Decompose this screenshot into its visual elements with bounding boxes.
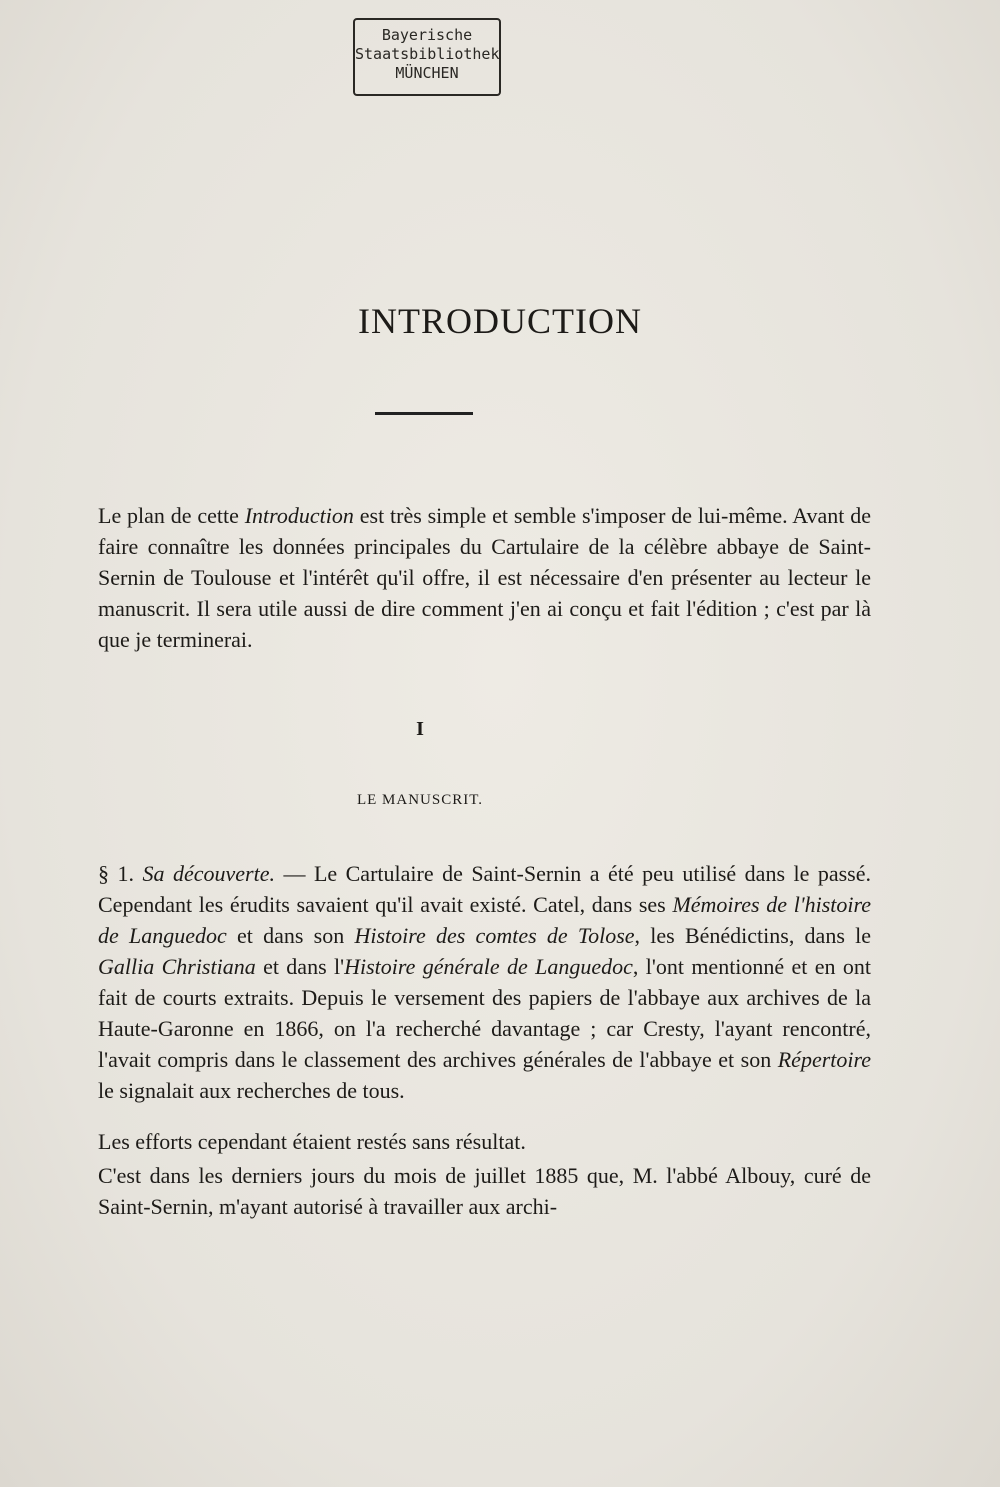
discovery-paragraph: [98, 858, 871, 1106]
p2-italic-1: Sa découverte.: [142, 861, 275, 886]
p2-text-3: et dans son: [226, 923, 355, 948]
efforts-paragraph: Les efforts cependant étaient restés sans résultat.: [98, 1129, 526, 1154]
p2-text-2: — Le Cartulaire de Saint-Sernin a été peu utilisé dans le passé. Cependant les érudits savaient qu'il avait existé. Catel, dans ses: [98, 861, 872, 917]
p2-text-6: , l'ont mentionné et en ont fait de courts extraits. Depuis le versement des papiers de l'abbaye aux archives de la Haute-Garonne en 1866, on l'a recherché davantage ; car Cresty, l'ayant rencontré, l'avait compris dans le classement des archives générales de l'abbaye et son: [98, 954, 872, 1072]
p2-italic-4: Gallia Christiana: [98, 954, 256, 979]
section-title: LE MANUSCRIT.: [356, 792, 484, 808]
library-stamp: [353, 18, 501, 96]
stamp-line-1: Bayerische: [381, 26, 473, 44]
p2-text-7: le signalait aux recherches de tous.: [98, 1078, 405, 1103]
section-number: I: [416, 718, 424, 740]
stamp-line-3: MÜNCHEN: [395, 64, 459, 82]
p2-italic-2: Mémoires de l'histoire de Languedoc: [98, 892, 872, 948]
p2-italic-5: Histoire générale de Languedoc: [344, 954, 633, 979]
intro-text-2: est très simple et semble s'imposer de lui-même. Avant de faire connaître les données principales du Cartulaire de la célèbre abbaye de Saint-Sernin de Toulouse et l'intérêt qu'il offre, il est nécessaire d'en présenter au lecteur le manuscrit. Il sera utile aussi de dire comment j'en ai conçu et fait l'édition ; c'est par là que je terminerai.: [98, 503, 871, 652]
p2-text-4: , les Bénédictins, dans le: [634, 923, 871, 948]
intro-text-1: Le plan de cette: [98, 503, 245, 528]
p2-text-1: § 1.: [98, 861, 143, 886]
title-divider: [375, 412, 473, 415]
intro-paragraph: [98, 500, 871, 655]
stamp-line-2: Staatsbibliothek: [355, 45, 500, 63]
p2-italic-3: Histoire des comtes de Tolose: [354, 923, 635, 948]
p2-text-5: et dans l': [255, 954, 345, 979]
page-title: INTRODUCTION: [358, 301, 642, 341]
p2-italic-6: Répertoire: [777, 1047, 871, 1072]
closing-paragraph: C'est dans les derniers jours du mois de juillet 1885 que, M. l'abbé Albouy, curé de Saint-Sernin, m'ayant autorisé à travailler aux archi-: [98, 1163, 871, 1219]
intro-italic-1: Introduction: [244, 503, 354, 528]
